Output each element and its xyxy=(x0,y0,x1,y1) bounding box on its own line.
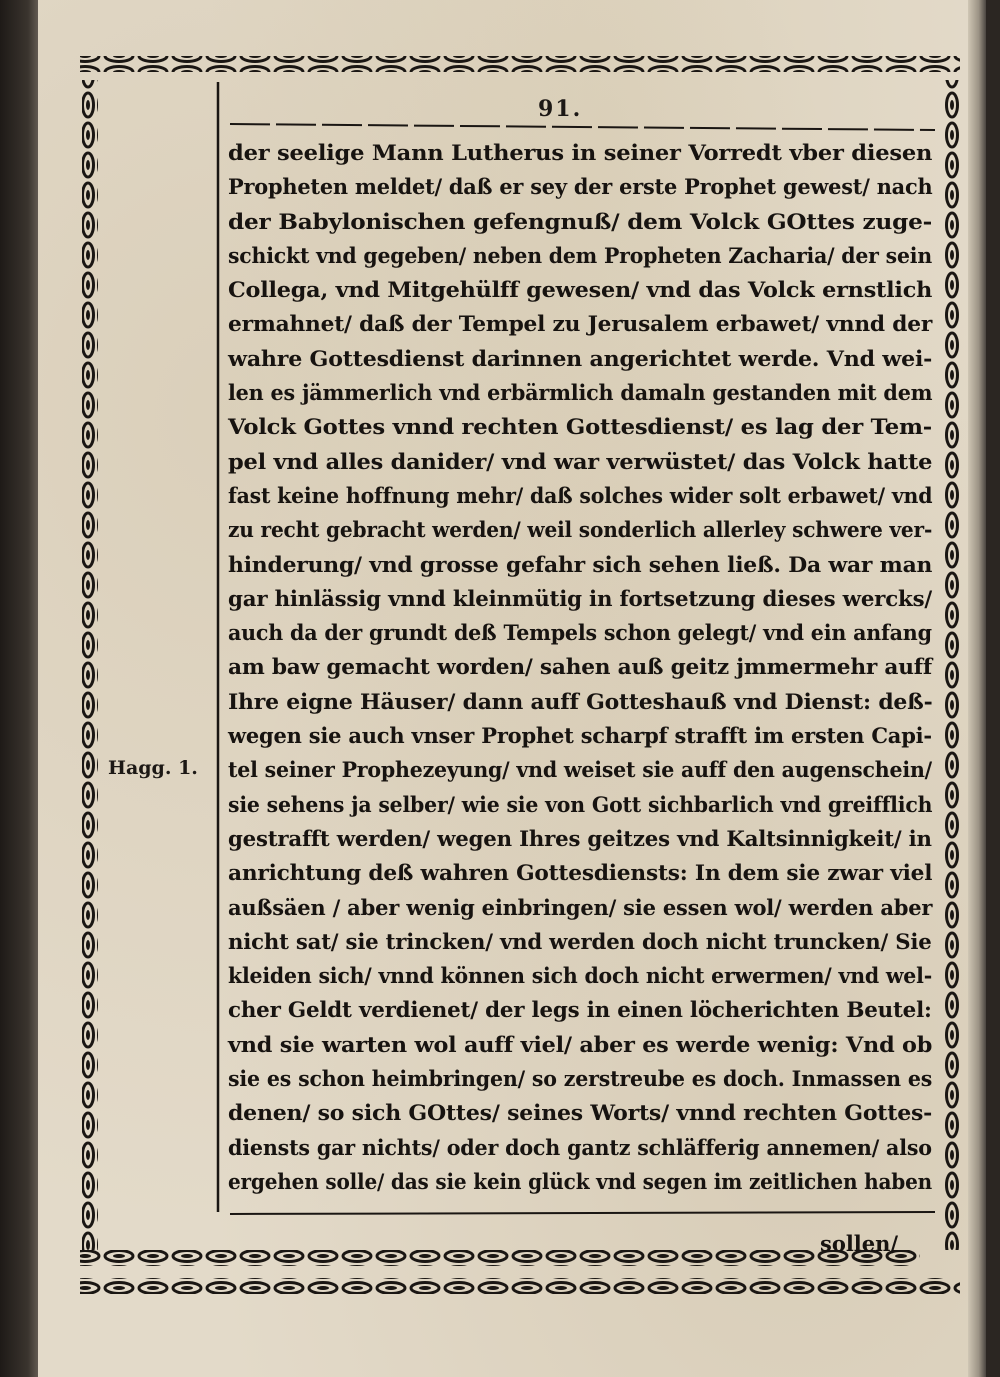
text-line: schickt vnd gegeben/ neben dem Propheten Zacharia/ der sein xyxy=(228,242,932,268)
text-line: ergehen solle/ das sie kein glück vnd segen im zeitlichen haben xyxy=(228,1168,933,1194)
text-line: zu recht gebracht werden/ weil sonderlich allerley schwere ver- xyxy=(228,517,933,543)
text-line: der Babylonischen gefengnuß/ dem Volck GOttes zuge- xyxy=(228,208,933,234)
text-line: tel seiner Prophezeyung/ vnd weiset sie auff den augenschein/ xyxy=(228,757,932,783)
border-top xyxy=(80,56,960,72)
text-line: hinderung/ vnd grosse gefahr sich sehen ließ. Da war man xyxy=(228,551,933,577)
margin-note: Hagg. 1. xyxy=(108,757,198,779)
text-line: der seelige Mann Lutherus in seiner Vorredt vber diesen xyxy=(228,140,933,165)
text-line: fast keine hoffnung mehr/ daß solches wider solt erbawet/ vnd xyxy=(228,482,933,508)
text-line: wahre Gottesdienst darinnen angerichtet werde. Vnd wei- xyxy=(228,345,933,371)
text-line: len es jämmerlich vnd erbärmlich damaln gestanden mit dem xyxy=(228,380,933,406)
text-line: denen/ so sich GOttes/ seines Worts/ vnnd rechten Gottes- xyxy=(228,1100,933,1126)
text-line: wegen sie auch vnser Prophet scharpf strafft im ersten Capi- xyxy=(228,723,932,749)
border-bottom-outer xyxy=(80,1278,960,1294)
text-line: diensts gar nichts/ oder doch gantz schläfferig annemen/ also xyxy=(228,1134,932,1160)
text-line: nicht sat/ sie trincken/ vnd werden doch nicht truncken/ Sie xyxy=(228,928,932,954)
footer-rule xyxy=(230,1212,935,1214)
text-line: auch da der grundt deß Tempels schon gelegt/ vnd ein anfang xyxy=(228,620,932,646)
text-line: Volck Gottes vnnd rechten Gottesdienst/ es lag der Tem- xyxy=(228,414,933,440)
text-line: außsäen / aber wenig einbringen/ sie essen wol/ werden aber xyxy=(228,894,933,920)
text-line: sie es schon heimbringen/ so zerstreube es doch. Inmassen es xyxy=(228,1066,933,1092)
page-number: 91. xyxy=(538,96,583,122)
text-line: Propheten meldet/ daß er sey der erste Prophet gewest/ nach xyxy=(228,174,933,200)
text-line: cher Geldt verdienet/ der legs in einen löcherichten Beutel: xyxy=(228,997,932,1023)
body-text xyxy=(228,136,932,1199)
text-line: pel vnd alles danider/ vnd war verwüstet/ das Volck hatte xyxy=(228,448,933,474)
border-left xyxy=(82,80,98,1250)
header-rule xyxy=(230,124,935,130)
text-line: ermahnet/ daß der Tempel zu Jerusalem erbawet/ vnnd der xyxy=(228,311,933,337)
text-line: anrichtung deß wahren Gottesdiensts: In dem sie zwar viel xyxy=(228,860,933,886)
text-line: Collega, vnd Mitgehülff gewesen/ vnd das Volck ernstlich xyxy=(228,277,933,303)
text-line: kleiden sich/ vnnd können sich doch nicht erwermen/ vnd wel- xyxy=(228,963,932,989)
text-line: Ihre eigne Häuser/ dann auff Gotteshauß vnd Dienst: deß- xyxy=(228,688,933,714)
text-line: gestrafft werden/ wegen Ihres geitzes vnd Kaltsinnigkeit/ in xyxy=(228,825,932,851)
text-line: vnd sie warten wol auff viel/ aber es werde wenig: Vnd ob xyxy=(228,1031,933,1057)
text-line: sie sehens ja selber/ wie sie von Gott sichbarlich vnd greifflich xyxy=(228,791,933,817)
text-line: gar hinlässig vnnd kleinmütig in fortsetzung dieses wercks/ xyxy=(228,585,932,611)
catchword: sollen/ xyxy=(820,1231,899,1256)
border-bottom-inner xyxy=(80,1250,920,1266)
text-line: am baw gemacht worden/ sahen auß geitz jmmermehr auff xyxy=(228,654,932,680)
